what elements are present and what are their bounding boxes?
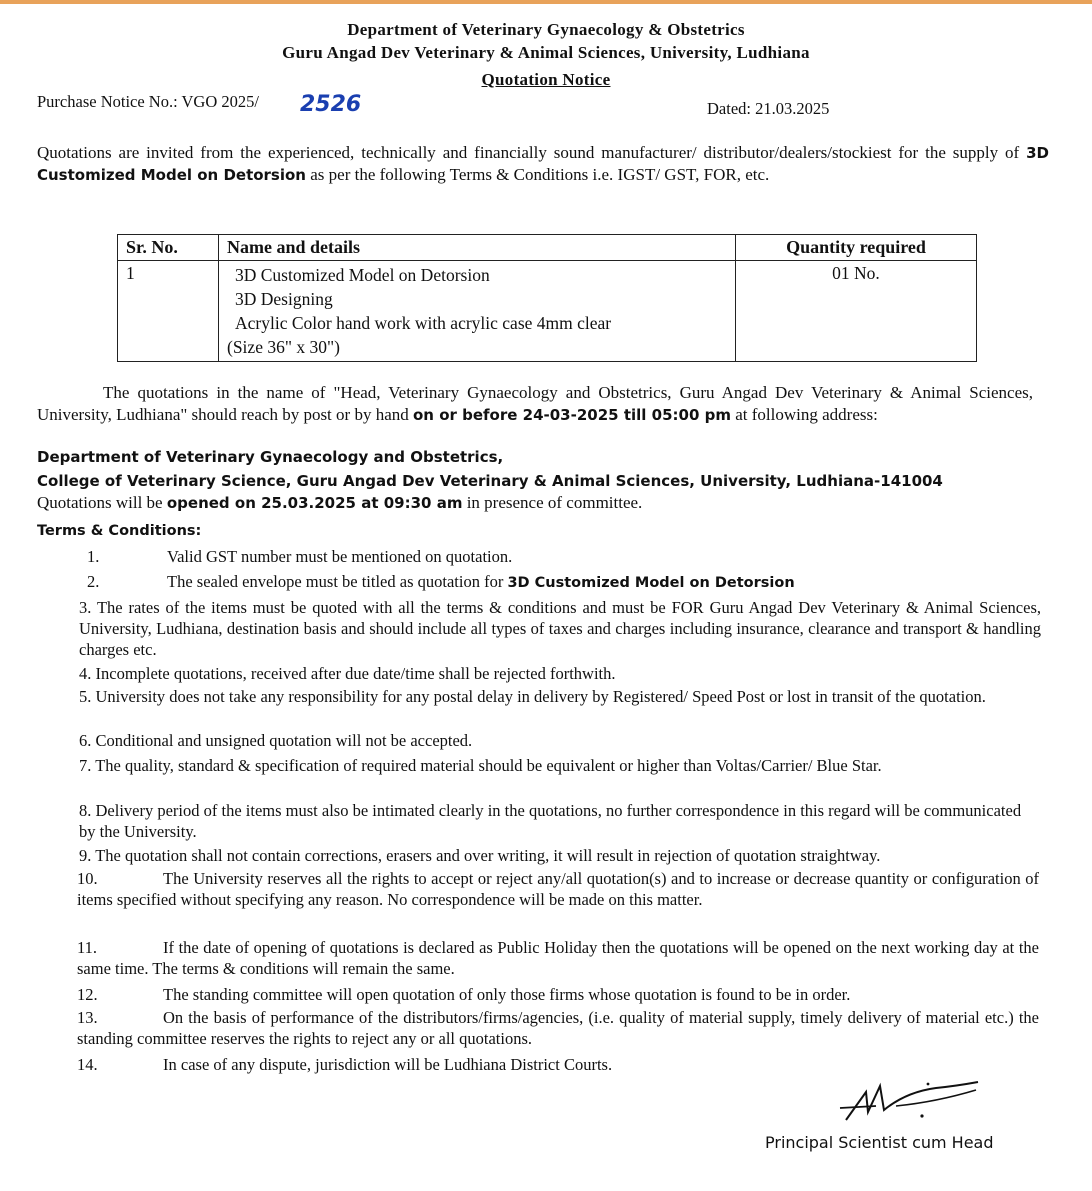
handwritten-notice-number: 2526 <box>300 92 362 117</box>
detail-line: Acrylic Color hand work with acrylic case 4mm clear <box>235 313 612 333</box>
cell-sr: 1 <box>118 261 219 362</box>
submission-deadline: on or before 24-03-2025 till 05:00 pm <box>412 406 731 424</box>
term-number: 11. <box>77 938 98 957</box>
detail-line: 3D Designing <box>235 289 333 309</box>
term-number: 12. <box>77 985 98 1004</box>
notice-date: Dated: 21.03.2025 <box>707 99 830 118</box>
term-item: 4. Incomplete quotations, received after due date/time shall be rejected forthwith. <box>79 664 616 683</box>
term-number: 2. <box>87 572 100 591</box>
intro-text-b: as per the following Terms & Conditions i.e. IGST/ GST, FOR, etc. <box>310 165 770 184</box>
term-text: The University reserves all the rights to accept or reject any/all quotation(s) and to increase or decrease quantity or configuration of items specified without specifying any reason. No correspondence will be made on this matter. <box>77 869 1039 909</box>
term-text: In case of any dispute, jurisdiction will be Ludhiana District Courts. <box>163 1055 613 1074</box>
term-item <box>77 984 1037 1005</box>
cell-details <box>219 261 736 362</box>
term-item <box>77 1007 1039 1049</box>
term-item: 5. University does not take any responsibility for any postal delay in delivery by Registered/ Speed Post or lost in transit of the quotation. <box>79 687 986 706</box>
address-line-2: College of Veterinary Science, Guru Angad Dev Veterinary & Animal Sciences, University, Ludhiana-141004 <box>37 472 943 490</box>
signatory-title: Principal Scientist cum Head <box>765 1133 994 1152</box>
term-number: 10. <box>77 869 98 888</box>
table-header-row <box>118 235 977 261</box>
term-text: Valid GST number must be mentioned on quotation. <box>167 547 513 566</box>
submission-text-a: The quotations in the name of "Head, Veterinary Gynaecology and Obstetrics, Guru Angad Dev Veterinary & Animal Sciences, University, Ludhiana" should reach by post or by hand <box>37 383 1033 424</box>
signature-scribble <box>836 1072 1006 1132</box>
detail-line: 3D Customized Model on Detorsion <box>235 265 490 285</box>
col-quantity: Quantity required <box>736 235 977 261</box>
purchase-notice-number: Purchase Notice No.: VGO 2025/ <box>37 92 259 111</box>
submission-text-c: at following address: <box>735 405 878 424</box>
term-item: 6. Conditional and unsigned quotation will not be accepted. <box>79 731 473 750</box>
table-row <box>118 261 977 362</box>
university-heading: Guru Angad Dev Veterinary & Animal Sciences, University, Ludhiana <box>282 43 810 62</box>
opening-line <box>37 492 642 514</box>
address-line-1: Department of Veterinary Gynaecology and Obstetrics, <box>37 448 504 466</box>
term-item <box>87 571 1047 594</box>
detail-line: (Size 36" x 30") <box>227 337 340 357</box>
term-item: 3. The rates of the items must be quoted with all the terms & conditions and must be FOR Guru Angad Dev Veterinary & Animal Sciences, University, Ludhiana, destination basis and should include all types of taxes and charges including insurance, clearance and transport & handling charges etc. <box>79 598 1041 659</box>
submission-paragraph <box>37 382 1033 426</box>
term-item: 8. Delivery period of the items must also be intimated clearly in the quotations, no further correspondence in this regard will be communicated by the University. <box>79 801 1022 841</box>
term-text: The sealed envelope must be titled as quotation for <box>167 572 504 591</box>
opening-text-b: in presence of committee. <box>466 493 643 512</box>
cell-qty: 01 No. <box>736 261 977 362</box>
term-text: If the date of opening of quotations is declared as Public Holiday then the quotations will be opened on the next working day at the same time. The terms & conditions will remain the same. <box>77 938 1039 978</box>
intro-item-name: 3D Customized Model on Detorsion <box>37 144 1049 184</box>
intro-text-a: Quotations are invited from the experienced, technically and financially sound manufacturer/ distributor/dealers/stockiest for the supply of <box>37 143 1020 162</box>
term-number: 13. <box>77 1008 98 1027</box>
items-table <box>117 234 977 362</box>
term-number: 14. <box>77 1055 98 1074</box>
term-text: The standing committee will open quotation of only those firms whose quotation is found to be in order. <box>163 985 851 1004</box>
notice-title: Quotation Notice <box>481 70 611 89</box>
term-item: 7. The quality, standard & specification of required material should be equivalent or higher than Voltas/Carrier/ Blue Star. <box>79 756 882 775</box>
opening-text-a: Quotations will be <box>37 493 163 512</box>
intro-paragraph <box>37 142 1049 186</box>
terms-heading: Terms & Conditions: <box>37 523 202 539</box>
term-text: On the basis of performance of the distributors/firms/agencies, (i.e. quality of material supply, timely delivery of material etc.) the standing committee reserves the rights to reject any or all quotations. <box>77 1008 1039 1048</box>
term-item: 9. The quotation shall not contain corrections, erasers and over writing, it will result in rejection of quotation straightway. <box>79 846 881 865</box>
term-number: 1. <box>87 547 100 566</box>
col-name-details: Name and details <box>219 235 736 261</box>
term-item <box>77 868 1039 910</box>
term-item <box>87 546 1047 567</box>
opening-date: opened on 25.03.2025 at 09:30 am <box>166 494 463 512</box>
term-item-name: 3D Customized Model on Detorsion <box>507 575 795 591</box>
col-sr-no: Sr. No. <box>118 235 219 261</box>
department-heading: Department of Veterinary Gynaecology & Obstetrics <box>347 20 745 39</box>
term-item <box>77 937 1039 979</box>
